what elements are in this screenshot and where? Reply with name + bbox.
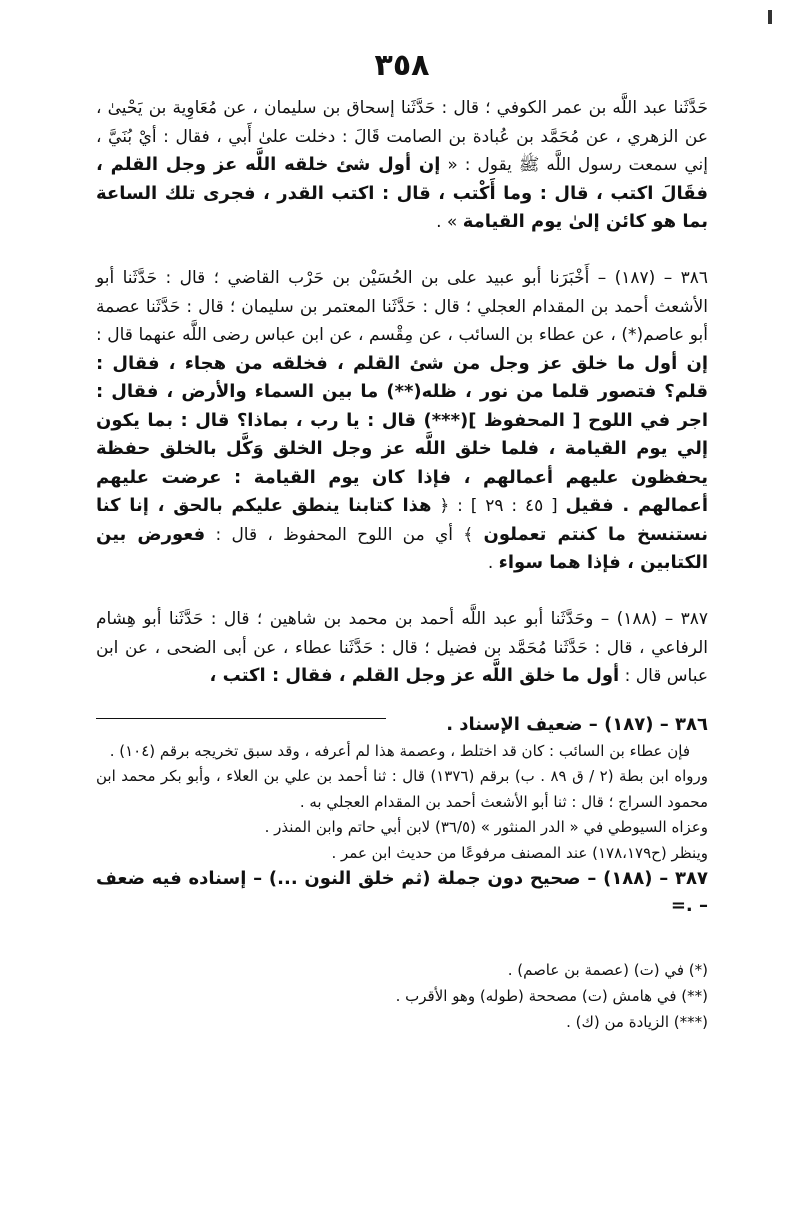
bold-matn-text: إن أول شئ خلقه اللَّه عز وجل القلم ، فقَالَ اكتب ، قال : وما أَكْتب ، قال : اكتب القدر ، فجرى تلك الساعة بما هو كائن إلىٰ يوم القيامة [96,154,708,232]
isnad-text: ٣٨٦ – (١٨٧) – أَخْبَرَنا أبو عبيد على بن الحُسَيْن بن حَرْب القاضي ؛ قال : حَدَّثَنا أبو الأشعث أحمد بن المقدام العجلي ؛ قال : حَدَّثَنا المعتمر بن سليمان ؛ قال : حَدَّثَنا عصمة أبو عاصم(*) ، عن عطاء بن السائب ، عن مِقْسم ، عن ابن عباس رضى اللَّه عنهما قال : [96,268,708,345]
scan-edge-mark [768,10,772,24]
note-line [96,764,708,815]
note-grading-386 [96,712,708,739]
isnad-text: حَدَّثَنا عبد اللَّه بن عمر الكوفي ؛ قال : حَدَّثَنا إسحاق بن سليمان ، عن مُعَاوِية بن يَحْيىٰ ، عن الزهري ، عن مُحَمَّد بن عُبادة بن الصامت قَالَ : دخلت علىٰ أَبي ، فقال : أيْ بُنَيَّ ، إني سمعت رسول اللَّه ﷺ يقول : « [96,98,708,175]
bold-matn-text: ٣٨٧ – (١٨٨) – صحيح دون جملة (ثم خلق النون ...) – إسناده فيه ضعف – .= [96,868,708,916]
isnad-text: ﴾ أي من اللوح المحفوظ ، قال : [205,524,484,545]
note-line [96,739,708,765]
note-line [96,815,708,841]
isnad-text: » . [436,212,463,232]
isnad-text: [ ٤٥ : ٢٩ ] : ﴿ [431,496,566,516]
bold-matn-text: أول ما خلق اللَّه عز وجل القلم ، فقال : اكتب ، [209,665,620,686]
footnote-1: (*) في (ت) (عصمة بن عاصم) . [507,961,708,979]
hadith-185-continuation [96,94,708,237]
bold-matn-text: إن أول ما خلق عز وجل من شئ القلم ، فخلقه من هجاء ، فقال : قلم؟ فتصور قلما من نور ، ظله(**) ما بين السماء والأرض ، فقال : اجر في اللوح [ المحفوظ ](***) قال : يا رب ، بماذا؟ قال : بما يكون إلي يوم القيامة ، فلما خلق اللَّه عز وجل الخلق وَكَّل بالخلق حفظة يحفظون عليهم أعمالهم ، فإذا كان يوم القيامة : عرضت عليهم أعمالهم . فقيل [96,352,709,516]
hadith-386-text [96,264,708,578]
bold-matn-text: هذا كتابنا ينطق عليكم بالحق ، إنا كنا نستنسخ ما كنتم تعملون [96,495,709,545]
hadith-386 [96,264,708,578]
isnad-text: فإن عطاء بن السائب : كان قد اختلط ، وعصمة هذا لم أعرفه ، وقد سبق تخريجه برقم (١٠٤) . [109,741,690,760]
isnad-text: ورواه ابن بطة (٢ / ق ٨٩ . ب) برقم (١٣٧٦) قال : ثنا أحمد بن علي بن العلاء ، وأبو بكر محمد ابن محمود السراج ؛ قال : ثنا أبو الأشعث أحمد بن المقدام العجلي به . [96,767,708,811]
bold-matn-text: ٣٨٦ – (١٨٧) – ضعيف الإسناد . [446,714,708,735]
isnad-text: وينظر (ح١٧٨،١٧٩) عند المصنف مرفوعًا من حديث ابن عمر . [331,843,708,862]
hadith-387-text [96,605,708,691]
footnote-2: (**) في هامش (ت) مصححة (طوله) وهو الأقرب . [395,987,708,1005]
note-grading-387 [96,866,708,919]
footnote-3: (***) الزيادة من (ك) . [566,1013,708,1031]
isnad-text: وعزاه السيوطي في « الدر المنثور » (٣٦/٥) لابن أبي حاتم وابن المنذر . [264,818,708,836]
takhrij-notes [96,712,708,919]
hadith-387 [96,605,708,691]
footnotes [96,957,708,1035]
isnad-text: ٣٨٧ – (١٨٨) – وحَدَّثَنا أبو عبد اللَّه أحمد بن محمد بن شاهين ؛ قال : حَدَّثَنا أبو هِشام الرفاعي ، قال : حَدَّثَنا مُحَمَّد بن فضيل ؛ قال : حَدَّثَنا عطاء ، عن أبى الضحى ، عن ابن عباس قال : [96,609,708,686]
isnad-text: . [487,553,499,573]
page-number: ٣٥٨ [374,48,430,83]
bold-matn-text: فعورض بين الكتابين ، فإذا هما سواء [96,523,708,573]
note-line [96,841,708,867]
hadith-185-text [96,94,708,237]
document-page [96,0,708,1213]
